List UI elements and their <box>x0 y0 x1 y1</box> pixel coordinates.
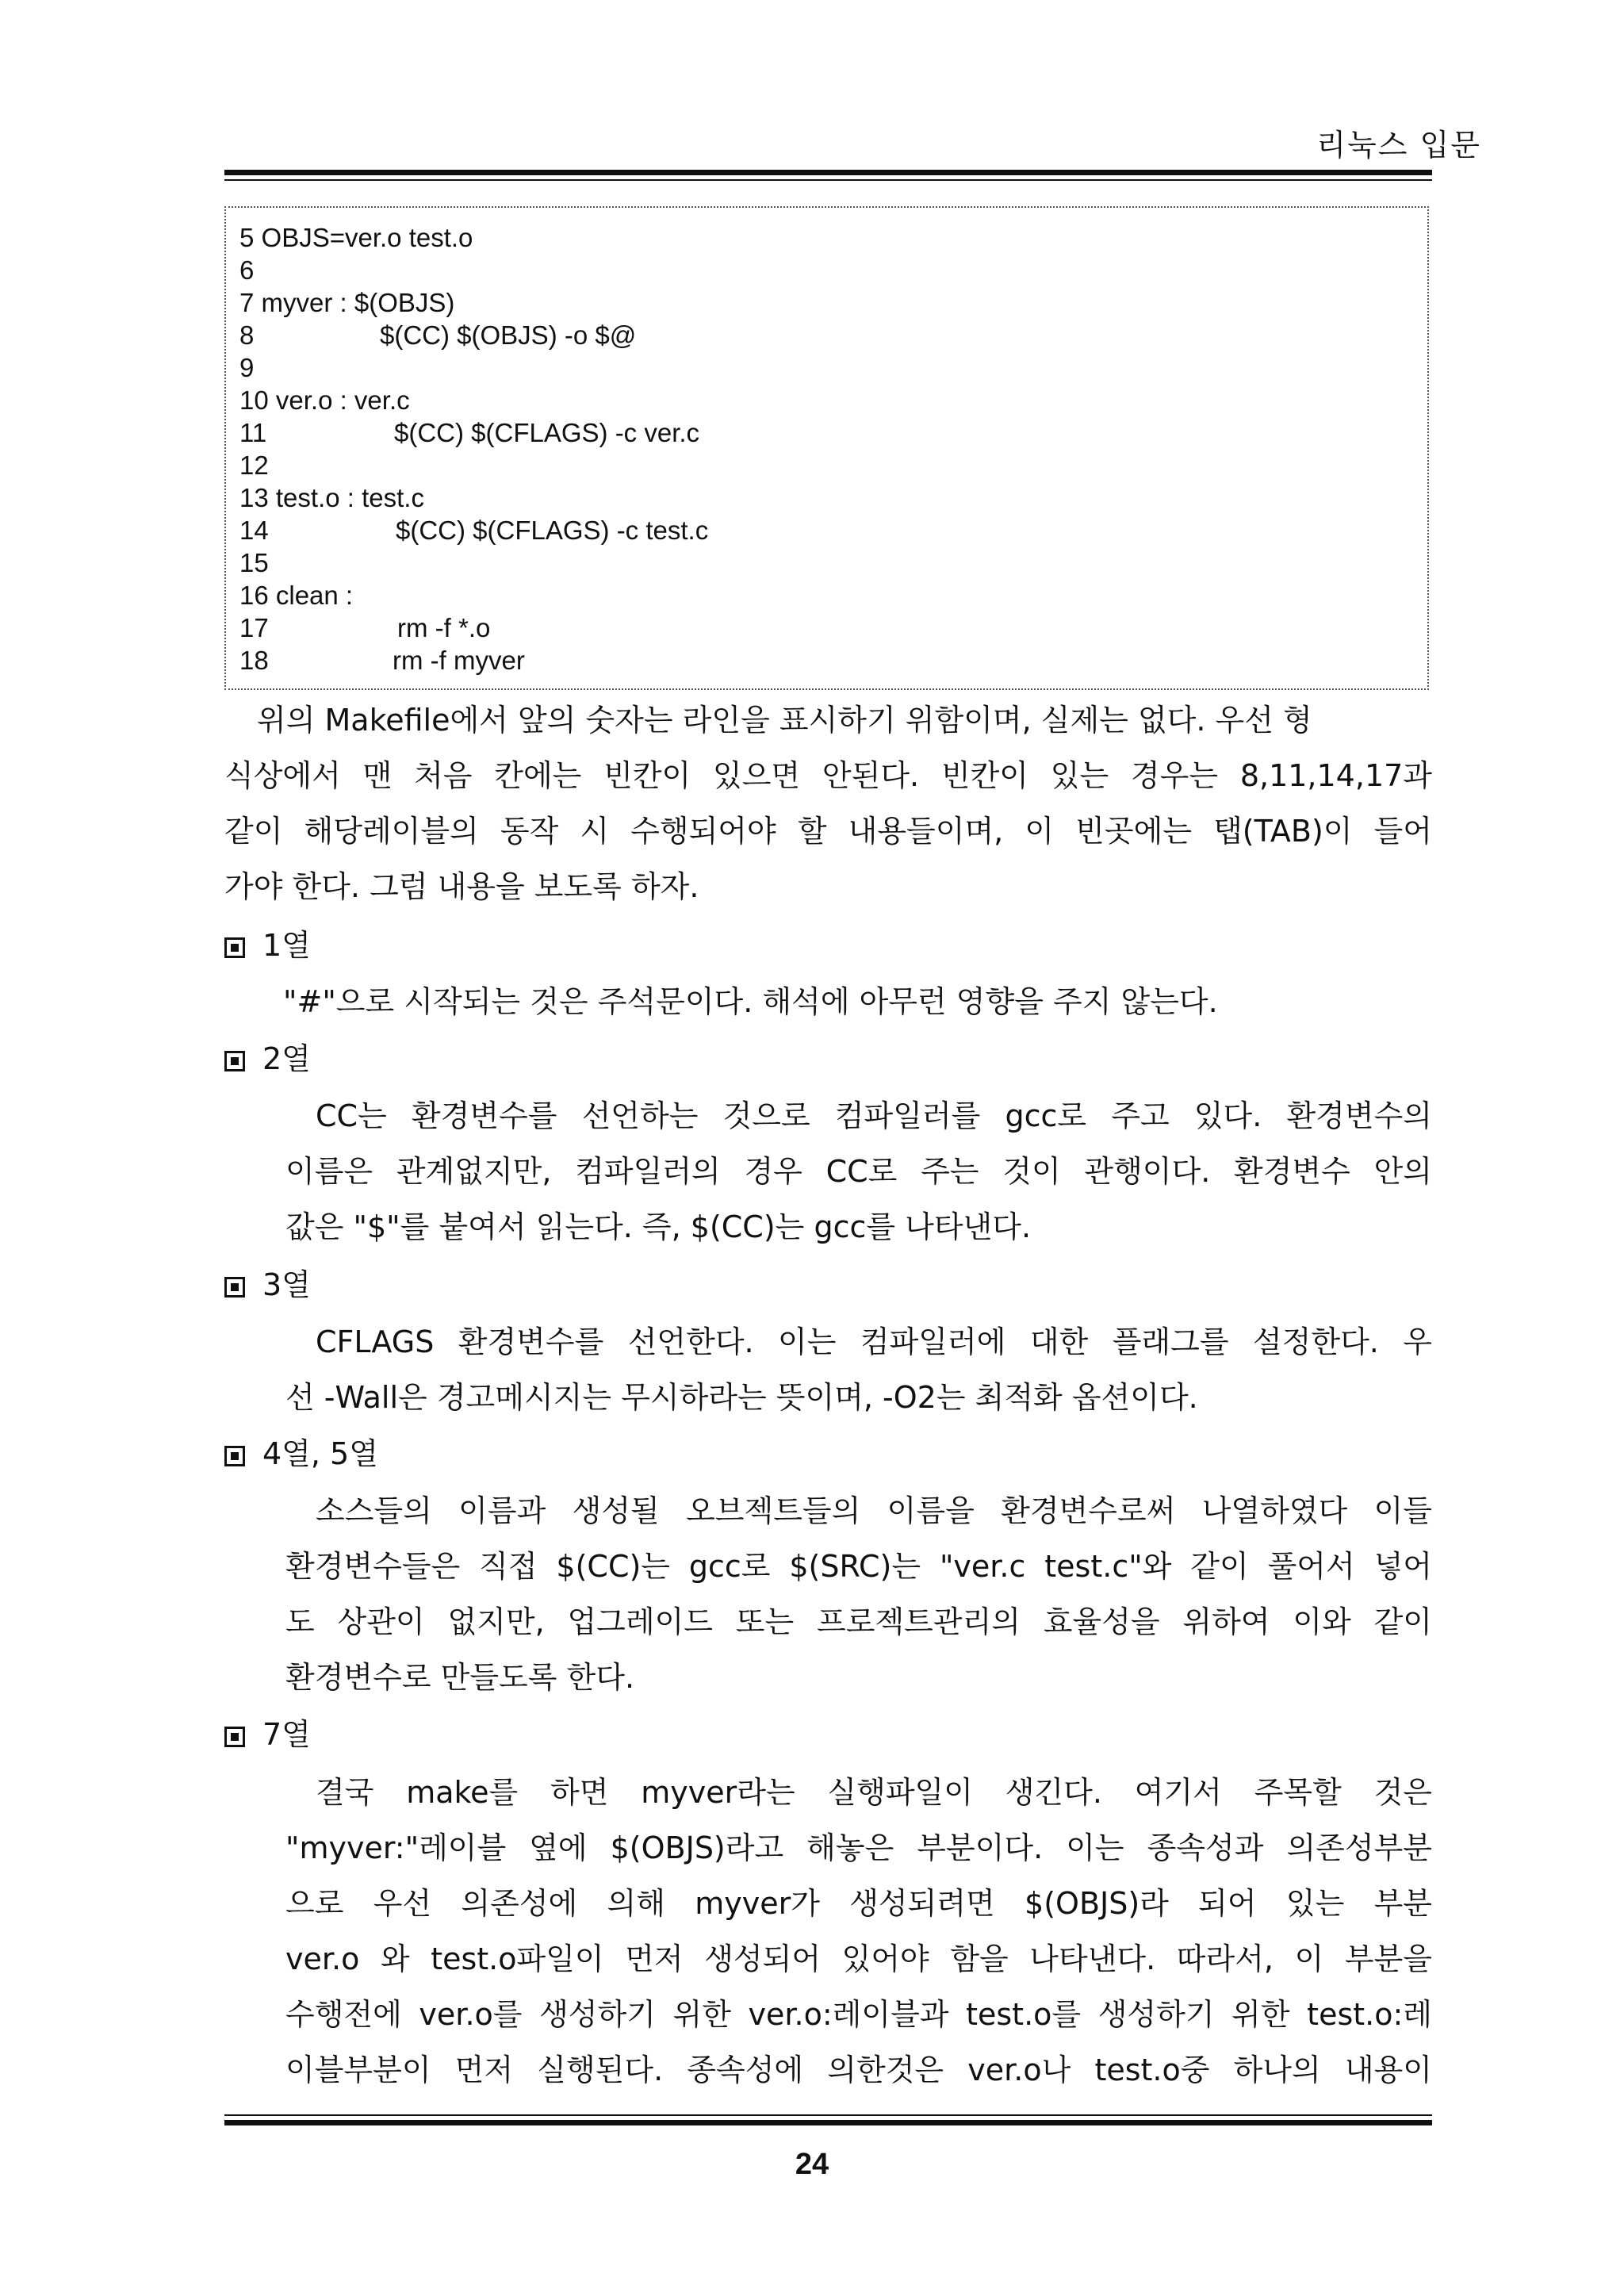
checkbox-bullet-icon <box>224 1277 245 1297</box>
section-heading: 2열 <box>224 1031 311 1087</box>
header-rule-thick <box>224 170 1432 175</box>
paragraph-line: CC는 환경변수를 선언하는 것으로 컴파일러를 gcc로 주고 있다. 환경변수의 <box>316 1098 1432 1133</box>
paragraph-line: 수행전에 ver.o를 생성하기 위한 ver.o:레이블과 test.o를 생성하기 위한 test.o:레 <box>285 1997 1432 2032</box>
paragraph-line: 가야 한다. 그럼 내용을 보도록 하자. <box>224 869 699 904</box>
paragraph-line: 환경변수들은 직접 $(CC)는 gcc로 $(SRC)는 "ver.c test.c"와 같이 풀어서 넣어 <box>285 1549 1432 1584</box>
paragraph-line: "myver:"레이블 옆에 $(OBJS)라고 해놓은 부분이다. 이는 종속성과 의존성부분 <box>285 1830 1432 1865</box>
paragraph-line: 위의 Makefile에서 앞의 숫자는 라인을 표시하기 위함이며, 실제는 없다. 우선 형 <box>257 703 1312 738</box>
checkbox-bullet-icon <box>224 1051 245 1071</box>
paragraph-line: 이름은 관계없지만, 컴파일러의 경우 CC로 주는 것이 관행이다. 환경변수 안의 <box>285 1154 1432 1189</box>
checkbox-bullet-icon <box>224 937 245 958</box>
checkbox-bullet-icon <box>224 1727 245 1747</box>
page-header-title: 리눅스 입문 <box>1316 128 1481 163</box>
footer-rule-thick <box>224 2120 1432 2125</box>
section-heading: 4열, 5열 <box>224 1426 378 1481</box>
paragraph-line: ver.o 와 test.o파일이 먼저 생성되어 있어야 함을 나타낸다. 따라서, 이 부분을 <box>285 1941 1432 1976</box>
section-heading: 1열 <box>224 918 311 973</box>
paragraph-line: CFLAGS 환경변수를 선언한다. 이는 컴파일러에 대한 플래그를 설정한다. 우 <box>316 1324 1432 1359</box>
header-rule-thin <box>224 179 1432 181</box>
paragraph-line: "#"으로 시작되는 것은 주석문이다. 해석에 아무런 영향을 주지 않는다. <box>283 984 1218 1019</box>
paragraph-line: 도 상관이 없지만, 업그레이드 또는 프로젝트관리의 효율성을 위하여 이와 같이 <box>285 1604 1432 1639</box>
paragraph-line: 소스들의 이름과 생성될 오브젝트들의 이름을 환경변수로써 나열하였다 이들 <box>316 1493 1432 1528</box>
checkbox-bullet-icon <box>224 1446 245 1466</box>
page-number: 24 <box>795 2148 829 2181</box>
paragraph-line: 선 -Wall은 경고메시지는 무시하라는 뜻이며, -O2는 최적화 옵션이다. <box>285 1380 1198 1415</box>
paragraph-line: 값은 "$"를 붙여서 읽는다. 즉, $(CC)는 gcc를 나타낸다. <box>285 1209 1032 1244</box>
paragraph-line: 이블부분이 먼저 실행된다. 종속성에 의한것은 ver.o나 test.o중 하나의 내용이 <box>285 2053 1432 2087</box>
section-heading: 3열 <box>224 1257 311 1313</box>
paragraph-line: 으로 우선 의존성에 의해 myver가 생성되려면 $(OBJS)라 되어 있는 부분 <box>285 1886 1432 1921</box>
section-heading: 7열 <box>224 1707 311 1762</box>
paragraph-line: 환경변수로 만들도록 한다. <box>285 1660 635 1695</box>
paragraph-line: 식상에서 맨 처음 칸에는 빈칸이 있으면 안된다. 빈칸이 있는 경우는 8,11,14,17과 <box>224 758 1432 793</box>
footer-rule-thin <box>224 2114 1432 2116</box>
paragraph-line: 같이 해당레이블의 동작 시 수행되어야 할 내용들이며, 이 빈곳에는 탭(TAB)이 들어 <box>224 814 1432 849</box>
paragraph-line: 결국 make를 하면 myver라는 실행파일이 생긴다. 여기서 주목할 것은 <box>316 1775 1432 1810</box>
